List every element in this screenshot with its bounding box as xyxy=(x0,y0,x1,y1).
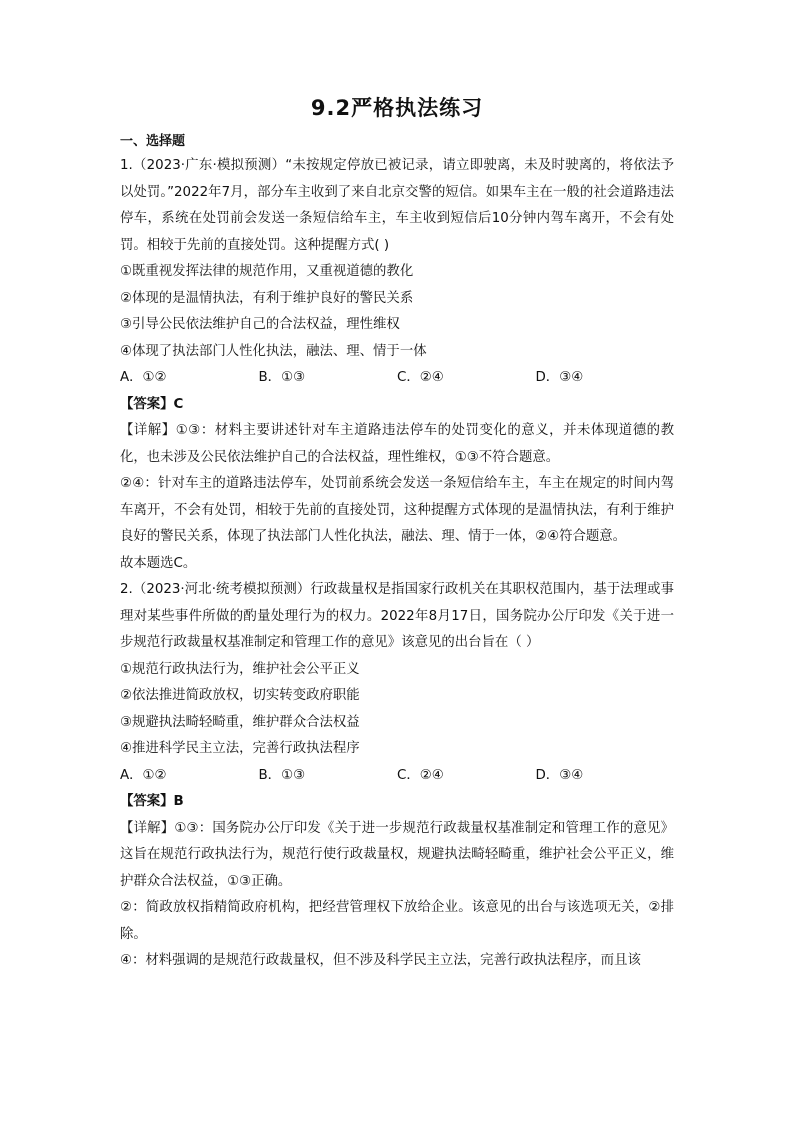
page-title: 9.2严格执法练习 xyxy=(310,96,484,120)
question-1-stem: 1.（2023·广东·模拟预测）“未按规定停放已被记录，请立即驶离，未及时驶离的，将依法予以处罚。”2022年7月，部分车主收到了来自北京交警的短信。如果车主在一般的社会道路违法停车，系统在处罚前会发送一条短信给车主，车主收到短信后10分钟内驾车离开，不会有处罚。相较于先前的直接处罚。这种提醒方式( ) xyxy=(120,158,674,253)
question-2-option-b: B．①③ xyxy=(258,767,306,783)
question-2-item-4: ④推进科学民主立法，完善行政执法程序 xyxy=(120,741,360,756)
question-2-item-2: ②依法推进简政放权，切实转变政府职能 xyxy=(120,688,360,703)
question-2-answer: 【答案】B xyxy=(120,794,184,809)
question-1-item-3: ③引导公民依法维护自己的合法权益，理性维权 xyxy=(120,317,400,332)
question-2-detail-2: ②：简政放权指精简政府机构，把经营管理权下放给企业。该意见的出台与该选项无关，②排除。 xyxy=(120,900,674,942)
question-2-option-d: D．③④ xyxy=(535,767,584,783)
question-1-option-b: B．①③ xyxy=(258,370,306,385)
question-1-option-a: A．①② xyxy=(120,370,167,385)
question-1-detail-2: ②④：针对车主的道路违法停车，处罚前系统会发送一条短信给车主，车主在规定的时间内驾车离开，不会有处罚，相较于先前的直接处罚，这种提醒方式体现的是温情执法，有利于维护良好的警民关系，体现了执法部门人性化执法，融法、理、情于一体，②④符合题意。 xyxy=(120,476,674,544)
question-2-option-a: A．①② xyxy=(120,767,167,783)
question-2-stem: 2.（2023·河北·统考模拟预测）行政裁量权是指国家行政机关在其职权范围内，基于法理或事理对某些事件所做的酌量处理行为的权力。2022年8月17日，国务院办公厅印发《关于进一步规范行政裁量权基准制定和管理工作的意见》该意见的出台旨在（ ） xyxy=(120,582,674,650)
question-1-item-1: ①既重视发挥法律的规范作用，又重视道德的教化 xyxy=(120,264,414,279)
question-1-item-2: ②体现的是温情执法，有利于维护良好的警民关系 xyxy=(120,290,414,306)
question-1-detail-3: 故本题选C。 xyxy=(120,555,197,571)
question-2-detail-1: 【详解】①③：国务院办公厅印发《关于进一步规范行政裁量权基准制定和管理工作的意见》这旨在规范行政执法行为，规范行使行政裁量权，规避执法畸轻畸重，维护社会公平正义，维护群众合法权益，①③正确。 xyxy=(120,820,674,889)
question-2-detail-3: ④：材料强调的是规范行政裁量权，但不涉及科学民主立法，完善行政执法程序，而且该 xyxy=(120,953,641,968)
question-2-item-3: ③规避执法畸轻畸重，维护群众合法权益 xyxy=(120,714,360,730)
question-1-option-d: D．③④ xyxy=(535,370,584,385)
question-1-option-c: C．②④ xyxy=(397,370,444,385)
question-2-item-1: ①规范行政执法行为，维护社会公平正义 xyxy=(120,661,360,677)
question-1-answer: 【答案】C xyxy=(120,396,184,412)
question-1-options xyxy=(120,365,674,392)
question-1-item-4: ④体现了执法部门人性化执法，融法、理、情于一体 xyxy=(120,343,427,359)
question-2-options xyxy=(120,763,674,790)
question-2-option-c: C．②④ xyxy=(397,767,444,783)
question-1-detail-1: 【详解】①③：材料主要讲述针对车主道路违法停车的处罚变化的意义，并未体现道德的教化，也未涉及公民依法维护自己的合法权益，理性维权，①③不符合题意。 xyxy=(120,423,674,465)
section-heading: 一、选择题 xyxy=(120,134,186,149)
